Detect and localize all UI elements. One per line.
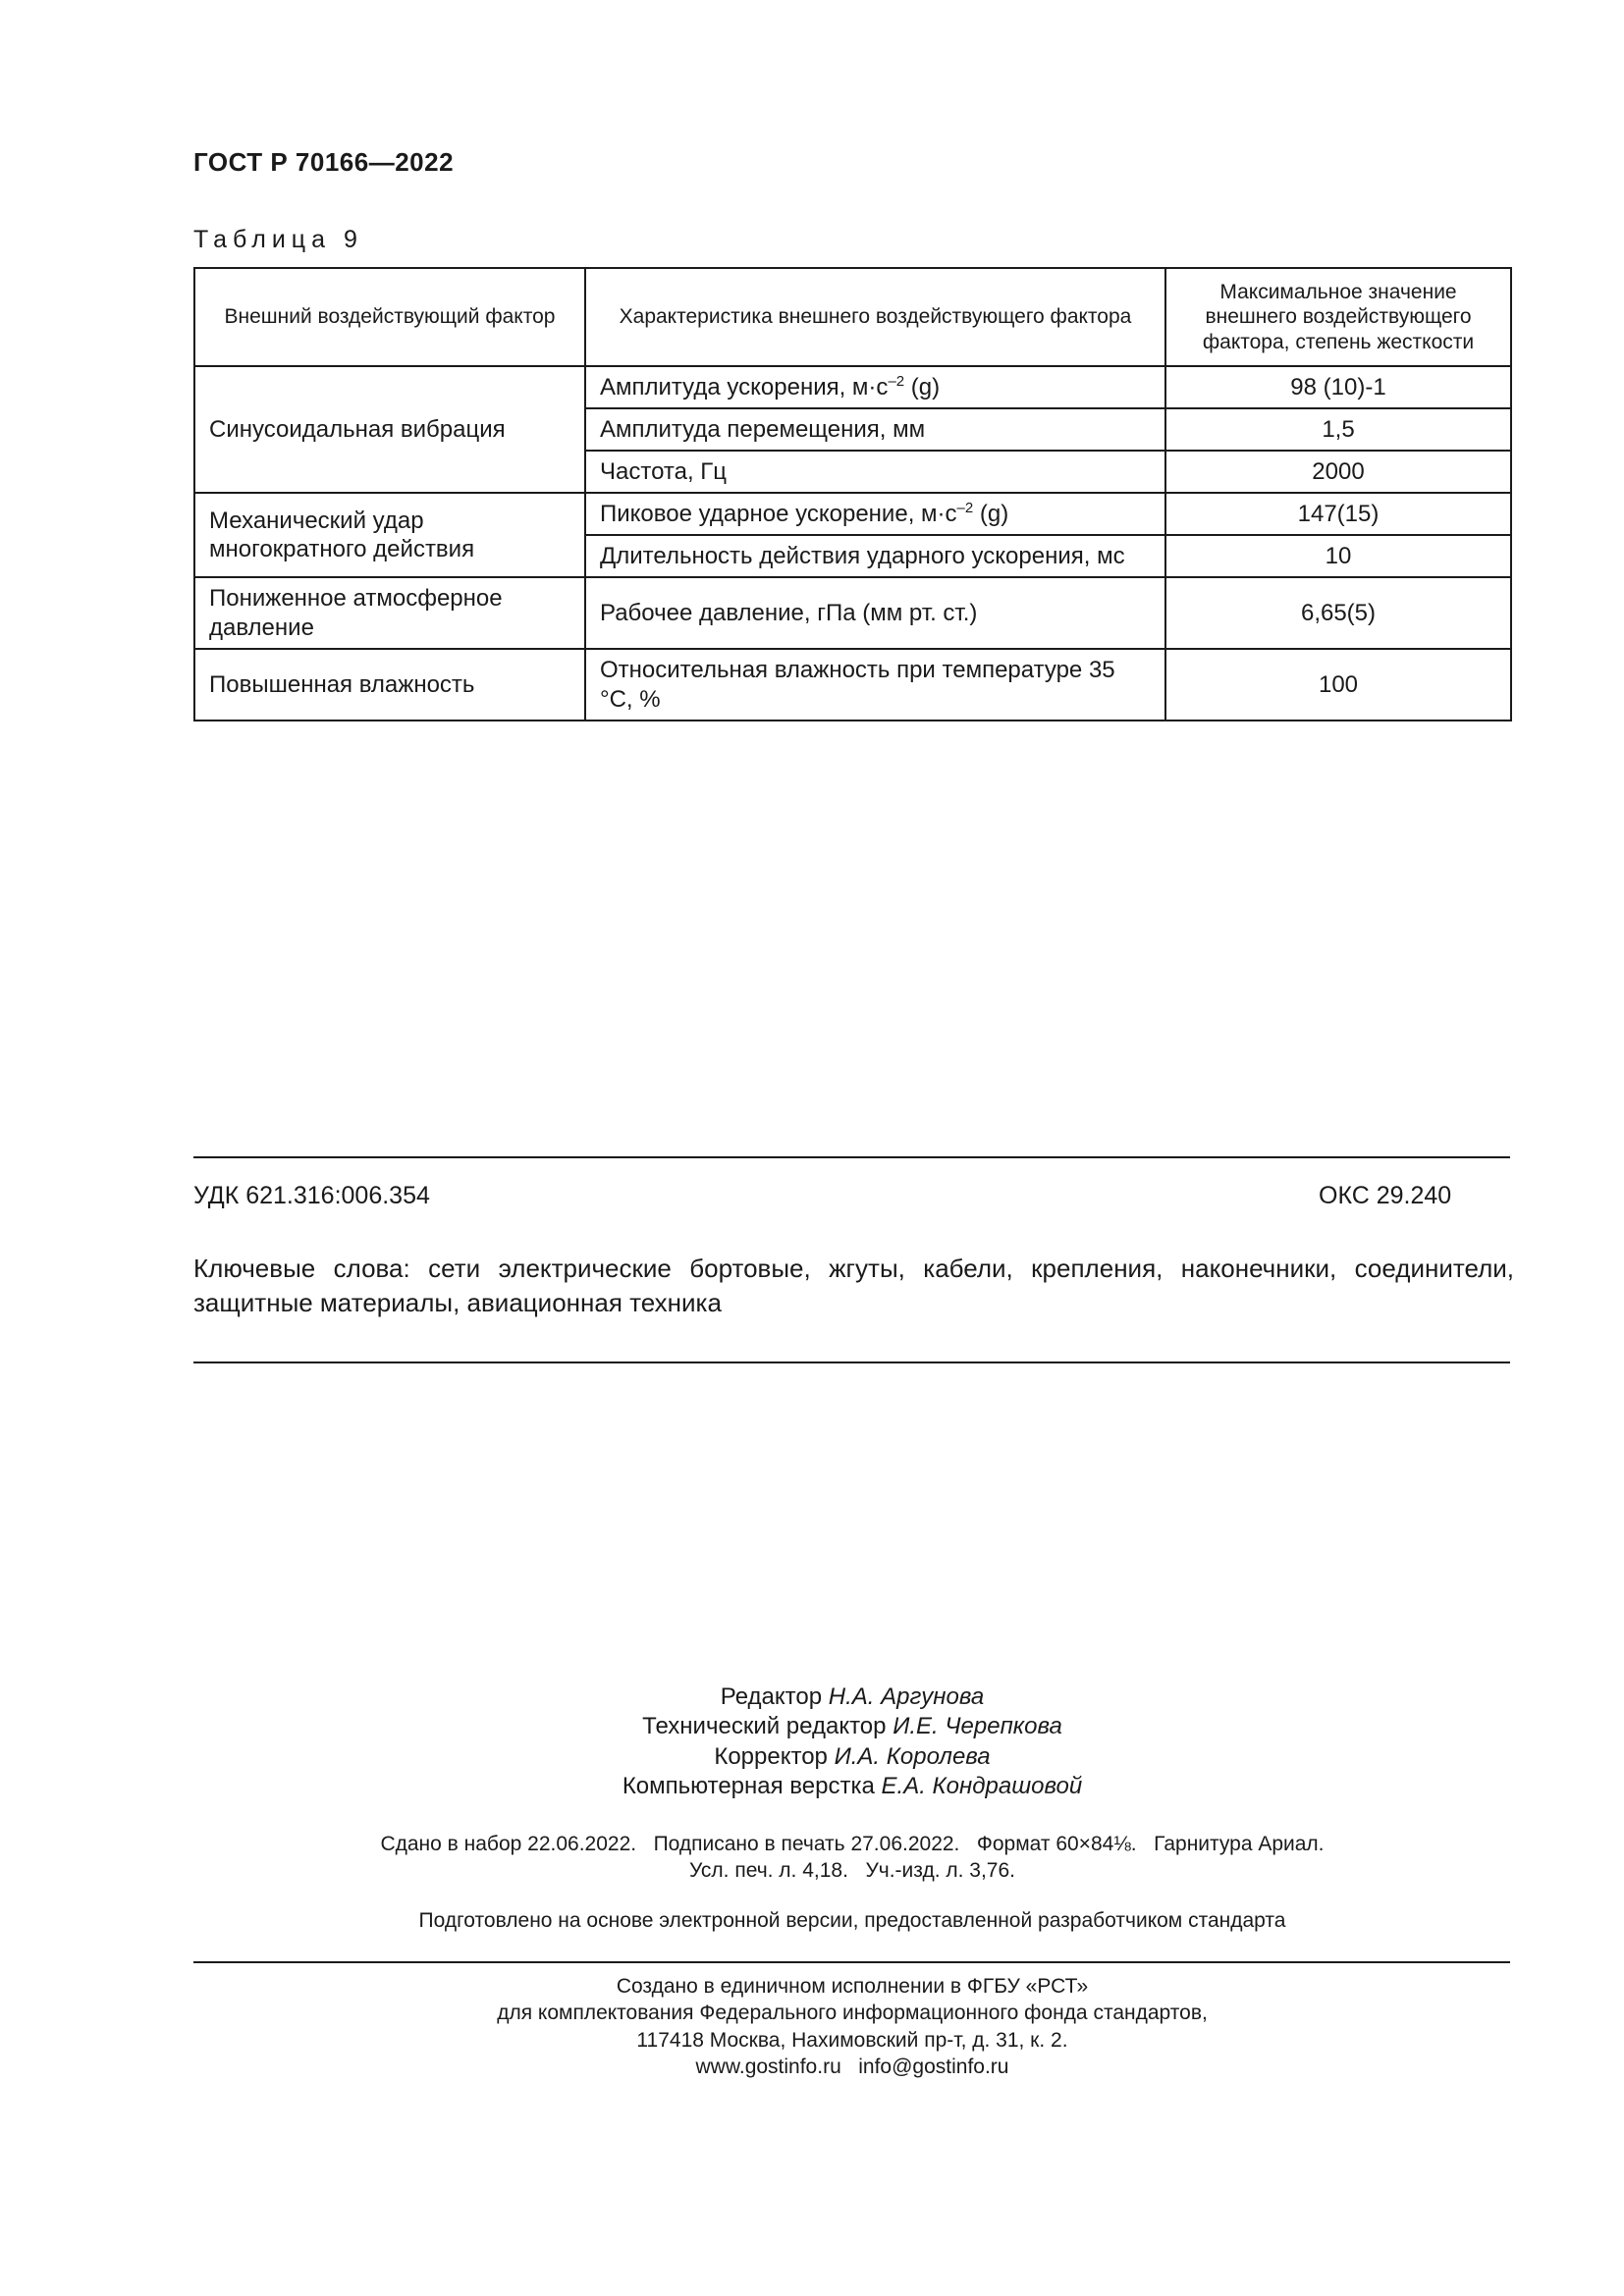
characteristic-cell: Рабочее давление, гПа (мм рт. ст.) [585,577,1165,649]
creation-note [0,1973,1624,2080]
print-info [0,1831,1624,1885]
value-cell: 10 [1165,535,1511,577]
table-row [194,493,1511,535]
credit-layout: Компьютерная верстка Е.А. Кондрашовой [622,1773,1083,1800]
oks-code: ОКС 29.240 [1319,1182,1452,1209]
credit-corrector: Корректор И.А. Королева [714,1742,991,1770]
characteristic-cell: Относительная влажность при температуре 35 °С, % [585,649,1165,721]
keywords: Ключевые слова: сети электрические бортовые, жгуты, кабели, крепления, наконечники, соединители, защитные материалы, авиационная техника [193,1254,1514,1317]
contact-links: www.gostinfo.ru info@gostinfo.ru [695,2055,1009,2078]
factor-cell: Повышенная влажность [194,649,585,721]
factor-cell: Синусоидальная вибрация [194,366,585,493]
characteristic-cell: Длительность действия ударного ускорения, мс [585,535,1165,577]
creation-line: Создано в единичном исполнении в ФГБУ «РСТ» [616,1975,1089,1998]
table-header-row [194,268,1511,366]
divider-bottom [193,1362,1510,1363]
column-header: Внешний воздействующий фактор [194,268,585,366]
table-caption: Таблица 9 [193,226,363,253]
creation-line: 117418 Москва, Нахимовский пр-т, д. 31, к. 2. [636,2028,1068,2052]
value-cell: 2000 [1165,451,1511,493]
divider-top [193,1156,1510,1158]
value-cell: 98 (10)-1 [1165,366,1511,408]
document-header: ГОСТ Р 70166—2022 [193,147,455,177]
characteristic-cell: Частота, Гц [585,451,1165,493]
characteristic-cell: Пиковое ударное ускорение, $м\cdot с^{-2}$ (g) [585,493,1165,535]
credits-block [0,1682,1624,1802]
value-cell: 147(15) [1165,493,1511,535]
table-row [194,366,1511,408]
print-info-line: Сдано в набор 22.06.2022. Подписано в печать 27.06.2022. Формат 60×84⅛. Гарнитура Ариал. [380,1833,1325,1855]
credit-editor: Редактор Н.А. Аргунова [720,1683,985,1710]
value-cell: 1,5 [1165,408,1511,451]
credit-tech-editor: Технический редактор И.Е. Черепкова [642,1713,1062,1740]
column-header: Максимальное значение внешнего воздействующего фактора, степень жесткости [1165,268,1511,366]
specs-table [193,267,1512,721]
value-cell: 100 [1165,649,1511,721]
factor-cell: Пониженное атмосферное давление [194,577,585,649]
value-cell: 6,65(5) [1165,577,1511,649]
print-info-line: Усл. печ. л. 4,18. Уч.-изд. л. 3,76. [688,1859,1015,1883]
factor-cell: Механический удар многократного действия [194,493,585,577]
udk-code: УДК 621.316:006.354 [193,1182,430,1209]
characteristic-cell: Амплитуда ускорения, $м\cdot с^{-2}$ (g) [585,366,1165,408]
divider-footer [193,1961,1510,1963]
prepared-note: Подготовлено на основе электронной версии, предоставленной разработчиком стандарта [418,1909,1286,1932]
table-row [194,649,1511,721]
table-row [194,577,1511,649]
characteristic-cell: Амплитуда перемещения, мм [585,408,1165,451]
creation-line: для комплектования Федерального информационного фонда стандартов, [497,2002,1208,2025]
column-header: Характеристика внешнего воздействующего фактора [585,268,1165,366]
